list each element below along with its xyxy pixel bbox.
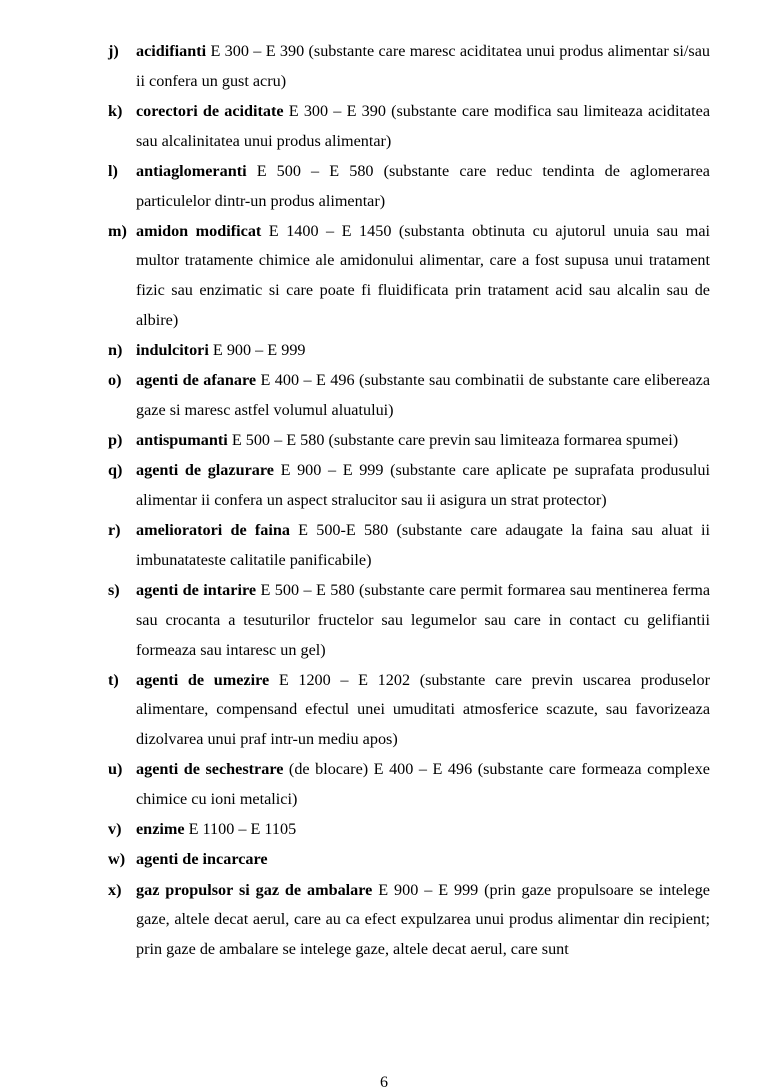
item-body <box>136 217 710 336</box>
item-text: E 900 – E 999 <box>208 341 306 360</box>
item-marker: o) <box>108 371 122 390</box>
item-body <box>136 336 710 366</box>
page-number: 6 <box>380 1074 388 1091</box>
item-text: E 900 – E 999 (prin gaze propulsoare se intelege gaze, altele decat aerul, care au ca efect expulzarea unui produs alimentar din recipient; prin gaze de ambalare se intelege gaze, altele decat aerul, care sunt <box>136 880 710 959</box>
item-text: E 500 – E 580 (substante care reduc tendinta de aglomerarea particulelor dintr-un produs alimentar) <box>136 161 710 210</box>
list-item <box>108 516 710 575</box>
item-marker: n) <box>108 341 123 360</box>
item-marker: t) <box>108 670 119 689</box>
item-body <box>136 815 710 845</box>
item-term: antispumanti <box>136 431 228 450</box>
list-item <box>108 845 710 875</box>
item-text: E 300 – E 390 (substante care modifica sau limiteaza aciditatea sau alcalinitatea unui produs alimentar) <box>136 101 711 150</box>
item-marker: u) <box>108 760 123 779</box>
item-body <box>136 456 710 515</box>
item-marker: m) <box>108 221 127 240</box>
item-term: agenti de afanare <box>136 371 257 390</box>
item-marker: p) <box>108 431 123 450</box>
item-body <box>136 97 710 156</box>
additive-category-list <box>108 37 710 965</box>
item-term: agenti de sechestrare <box>136 760 284 779</box>
item-body <box>136 37 710 96</box>
list-item <box>108 37 710 96</box>
item-body <box>136 876 710 965</box>
list-item <box>108 157 710 216</box>
item-text: E 1400 – E 1450 (substanta obtinuta cu ajutorul unuia sau mai multor tratamente chimice ale amidonului alimentar, care a fost supusa unui tratament fizic sau enzimatic si care poate fi fluidificata prin tratament acid sau alcalin sau de albire) <box>136 221 711 329</box>
item-term: antiaglomeranti <box>136 161 247 180</box>
item-marker: l) <box>108 161 118 180</box>
item-marker: q) <box>108 461 123 480</box>
item-body <box>136 666 710 755</box>
item-term: agenti de glazurare <box>136 461 274 480</box>
list-item <box>108 366 710 425</box>
item-marker: k) <box>108 101 123 120</box>
item-term: indulcitori <box>136 341 209 360</box>
item-text: E 1200 – E 1202 (substante care previn uscarea produselor alimentare, compensand efectul unei umuditati atmosferice scazute, sau favorizeaza dizolvarea unui praf intr-un mediu apos) <box>136 670 710 749</box>
item-body <box>136 845 710 875</box>
item-text: E 500 – E 580 (substante care permit formarea sau mentinerea ferma sau crocanta a tesuturilor fructelor sau legumelor sau care in contact cu gelifiantii formeaza sau intaresc un gel) <box>136 581 710 659</box>
item-text: (de blocare) E 400 – E 496 (substante care formeaza complexe chimice cu ioni metalici) <box>136 760 710 809</box>
item-term: agenti de umezire <box>136 670 270 689</box>
item-term: gaz propulsor si gaz de ambalare <box>136 880 373 899</box>
list-item <box>108 336 710 366</box>
item-term: agenti de incarcare <box>136 850 268 869</box>
item-text: E 900 – E 999 (substante care aplicate pe suprafata produsului alimentar ii confera un aspect stralucitor sau ii asigura un strat protector) <box>136 461 710 510</box>
item-body <box>136 366 710 425</box>
item-term: corectori de aciditate <box>136 101 284 120</box>
list-item <box>108 755 710 814</box>
list-item <box>108 456 710 515</box>
item-marker: x) <box>108 880 122 899</box>
item-body <box>136 157 710 216</box>
item-text: E 400 – E 496 (substante sau combinatii de substante care elibereaza gaze si maresc astfel volumul aluatului) <box>136 371 711 419</box>
item-marker: v) <box>108 820 122 839</box>
item-text: E 1100 – E 1105 <box>184 820 297 839</box>
item-text: E 300 – E 390 (substante care maresc aciditatea unui produs alimentar si/sau ii confera un gust acru) <box>136 42 710 90</box>
item-term: agenti de intarire <box>136 581 257 600</box>
item-text: E 500 – E 580 (substante care previn sau limiteaza formarea spumei) <box>227 431 679 450</box>
list-item <box>108 97 710 156</box>
list-item <box>108 426 710 456</box>
item-term: amelioratori de faina <box>136 521 290 540</box>
item-marker: s) <box>108 581 120 600</box>
item-marker: w) <box>108 850 126 869</box>
item-body <box>136 576 710 665</box>
list-item <box>108 217 710 336</box>
item-term: enzime <box>136 820 185 839</box>
item-marker: r) <box>108 521 121 540</box>
item-term: acidifianti <box>136 42 207 60</box>
item-text: E 500-E 580 (substante care adaugate la faina sau aluat ii imbunatateste calitatile panificabile) <box>136 521 710 569</box>
list-item <box>108 876 710 965</box>
item-body <box>136 755 710 814</box>
item-body <box>136 516 710 575</box>
list-item <box>108 815 710 845</box>
list-item <box>108 666 710 755</box>
list-item <box>108 576 710 665</box>
item-term: amidon modificat <box>136 221 262 240</box>
item-marker: j) <box>108 42 119 60</box>
item-body <box>136 426 710 456</box>
